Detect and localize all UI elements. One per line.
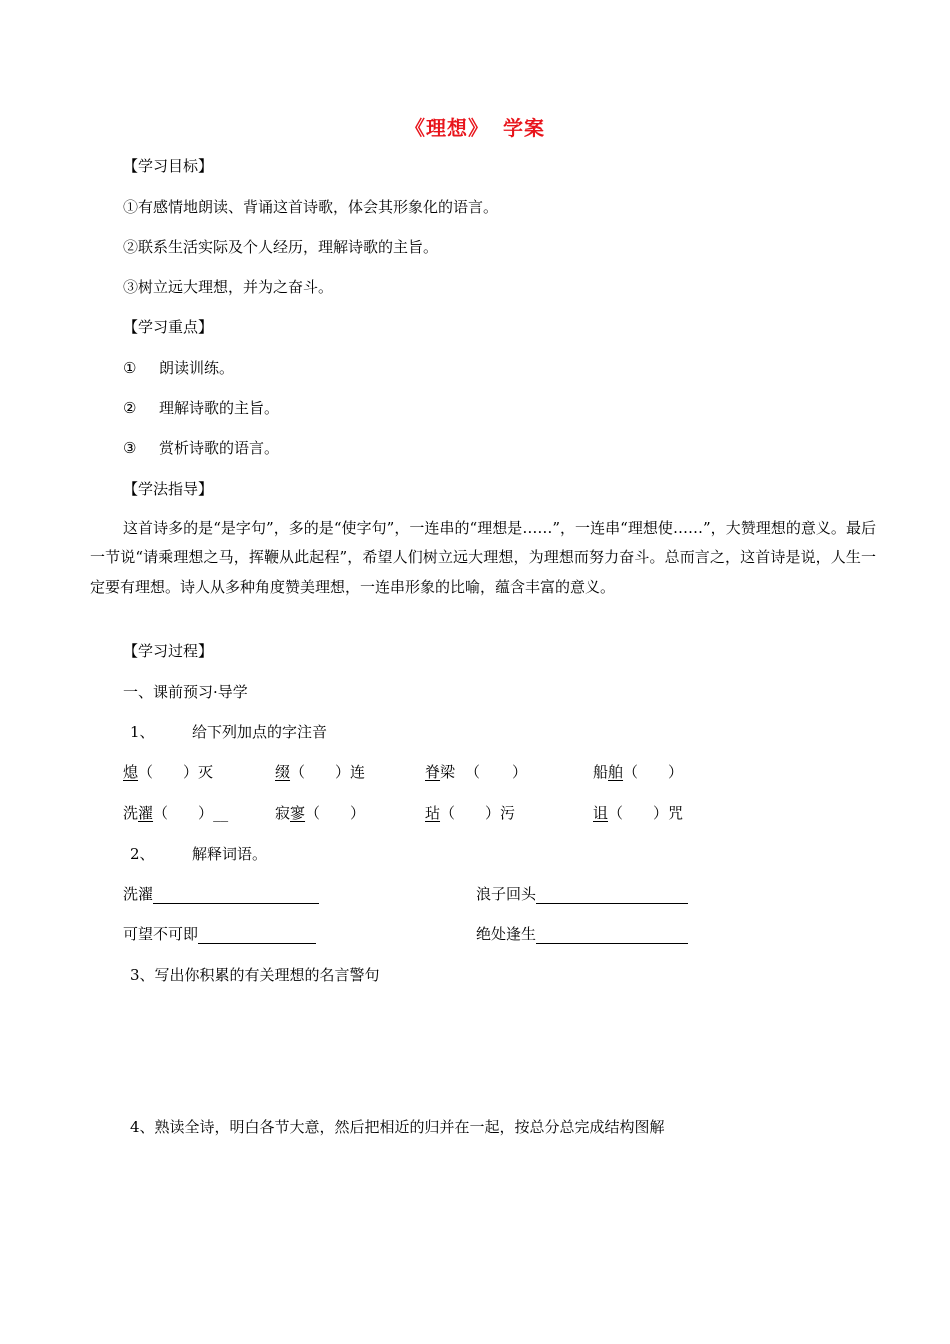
question-number: 1、 bbox=[130, 723, 155, 741]
term-definition bbox=[123, 924, 316, 944]
paren-open: （ bbox=[290, 763, 306, 781]
pinyin-item bbox=[275, 762, 365, 782]
word-prefix: 船 bbox=[593, 763, 609, 781]
goals-heading: 【学习目标】 bbox=[123, 157, 214, 175]
focus-item-number: ③ bbox=[123, 439, 137, 457]
pinyin-item bbox=[593, 803, 683, 823]
word-suffix: 梁 bbox=[440, 763, 456, 781]
answer-area-q3[interactable] bbox=[123, 995, 823, 1095]
method-paragraph: 这首诗多的是“是字句”，多的是“使字句”，一连串的“理想是……”，一连串“理想使……”，大赞理想的意义。最后一节说“请乘理想之马，挥鞭从此起程”，希望人们树立远大理想，为理想而努力奋斗。总而言之，这首诗是说，人生一定要有理想。诗人从多种角度赞美理想，一连串形象的比喻，蕴含丰富的意义。 bbox=[90, 519, 876, 596]
pinyin-item bbox=[275, 803, 365, 823]
focus-item-number: ① bbox=[123, 359, 137, 377]
dotted-char: 舶 bbox=[608, 763, 624, 781]
goal-item: ②联系生活实际及个人经历，理解诗歌的主旨。 bbox=[123, 238, 439, 256]
paren-close: ） bbox=[512, 763, 528, 781]
page-title bbox=[0, 112, 950, 141]
focus-heading: 【学习重点】 bbox=[123, 318, 214, 336]
dotted-char: 缀 bbox=[275, 763, 291, 781]
paren-open: （ bbox=[153, 804, 169, 822]
focus-item-number: ② bbox=[123, 399, 137, 417]
answer-area-q4[interactable] bbox=[123, 1150, 823, 1300]
term-label: 可望不可即 bbox=[123, 925, 199, 943]
paren-close: ） bbox=[183, 763, 199, 781]
paren-close: ） bbox=[335, 763, 351, 781]
dotted-char: 脊 bbox=[425, 763, 441, 781]
word-suffix: 咒 bbox=[668, 804, 684, 822]
paren-open: （ bbox=[608, 804, 624, 822]
answer-line[interactable] bbox=[198, 927, 316, 944]
question-2 bbox=[130, 844, 267, 864]
focus-item-text: 赏析诗歌的语言。 bbox=[159, 439, 280, 457]
word-prefix: 洗 bbox=[123, 804, 139, 822]
word-prefix: 寂 bbox=[275, 804, 291, 822]
focus-item bbox=[123, 438, 279, 458]
paren-close: ） bbox=[198, 804, 214, 822]
dotted-char: 熄 bbox=[123, 763, 139, 781]
pinyin-item bbox=[123, 762, 213, 782]
paren-open: （ bbox=[138, 763, 154, 781]
paren-close: ） bbox=[350, 804, 366, 822]
goal-item: ①有感情地朗读、背诵这首诗歌，体会其形象化的语言。 bbox=[123, 198, 499, 216]
dotted-char: 玷 bbox=[425, 804, 441, 822]
title-sub: 学案 bbox=[503, 116, 545, 140]
pinyin-item bbox=[593, 762, 683, 782]
focus-item-text: 朗读训练。 bbox=[159, 359, 235, 377]
title-main: 《理想》 bbox=[405, 116, 489, 140]
question-text: 给下列加点的字注音 bbox=[192, 723, 328, 741]
process-heading: 【学习过程】 bbox=[123, 642, 214, 660]
question-number: 2、 bbox=[130, 845, 155, 863]
paren-close: ） bbox=[653, 804, 669, 822]
term-definition bbox=[476, 884, 688, 904]
goal-item: ③树立远大理想，并为之奋斗。 bbox=[123, 278, 334, 296]
answer-line[interactable] bbox=[536, 927, 688, 944]
focus-item-text: 理解诗歌的主旨。 bbox=[159, 399, 280, 417]
term-label: 洗濯 bbox=[123, 885, 154, 903]
pinyin-item bbox=[425, 803, 515, 823]
term-label: 绝处逢生 bbox=[476, 925, 537, 943]
answer-line[interactable] bbox=[153, 887, 319, 904]
answer-line[interactable] bbox=[536, 887, 688, 904]
pinyin-item bbox=[123, 803, 228, 823]
section-preview-heading: 一、课前预习·导学 bbox=[123, 683, 248, 701]
question-text: 解释词语。 bbox=[192, 845, 268, 863]
word-suffix: __ bbox=[213, 804, 229, 822]
paren-open: （ bbox=[440, 804, 456, 822]
term-definition bbox=[476, 924, 688, 944]
word-suffix: 灭 bbox=[198, 763, 214, 781]
term-definition bbox=[123, 884, 319, 904]
method-heading: 【学法指导】 bbox=[123, 480, 214, 498]
question-3: 3、写出你积累的有关理想的名言警句 bbox=[130, 966, 380, 984]
question-4: 4、熟读全诗，明白各节大意，然后把相近的归并在一起，按总分总完成结构图解 bbox=[130, 1118, 665, 1136]
question-1 bbox=[130, 722, 327, 742]
paren-open: （ bbox=[623, 763, 639, 781]
dotted-char: 濯 bbox=[138, 804, 154, 822]
dotted-char: 诅 bbox=[593, 804, 609, 822]
term-label: 浪子回头 bbox=[476, 885, 537, 903]
paren-open: （ bbox=[305, 804, 321, 822]
word-suffix: 污 bbox=[500, 804, 516, 822]
paren-close: ） bbox=[485, 804, 501, 822]
word-suffix: 连 bbox=[350, 763, 366, 781]
paren-close: ） bbox=[668, 763, 684, 781]
dotted-char: 寥 bbox=[290, 804, 306, 822]
focus-item bbox=[123, 398, 279, 418]
paren-open: （ bbox=[465, 763, 481, 781]
pinyin-item bbox=[425, 762, 527, 782]
focus-item bbox=[123, 358, 234, 378]
